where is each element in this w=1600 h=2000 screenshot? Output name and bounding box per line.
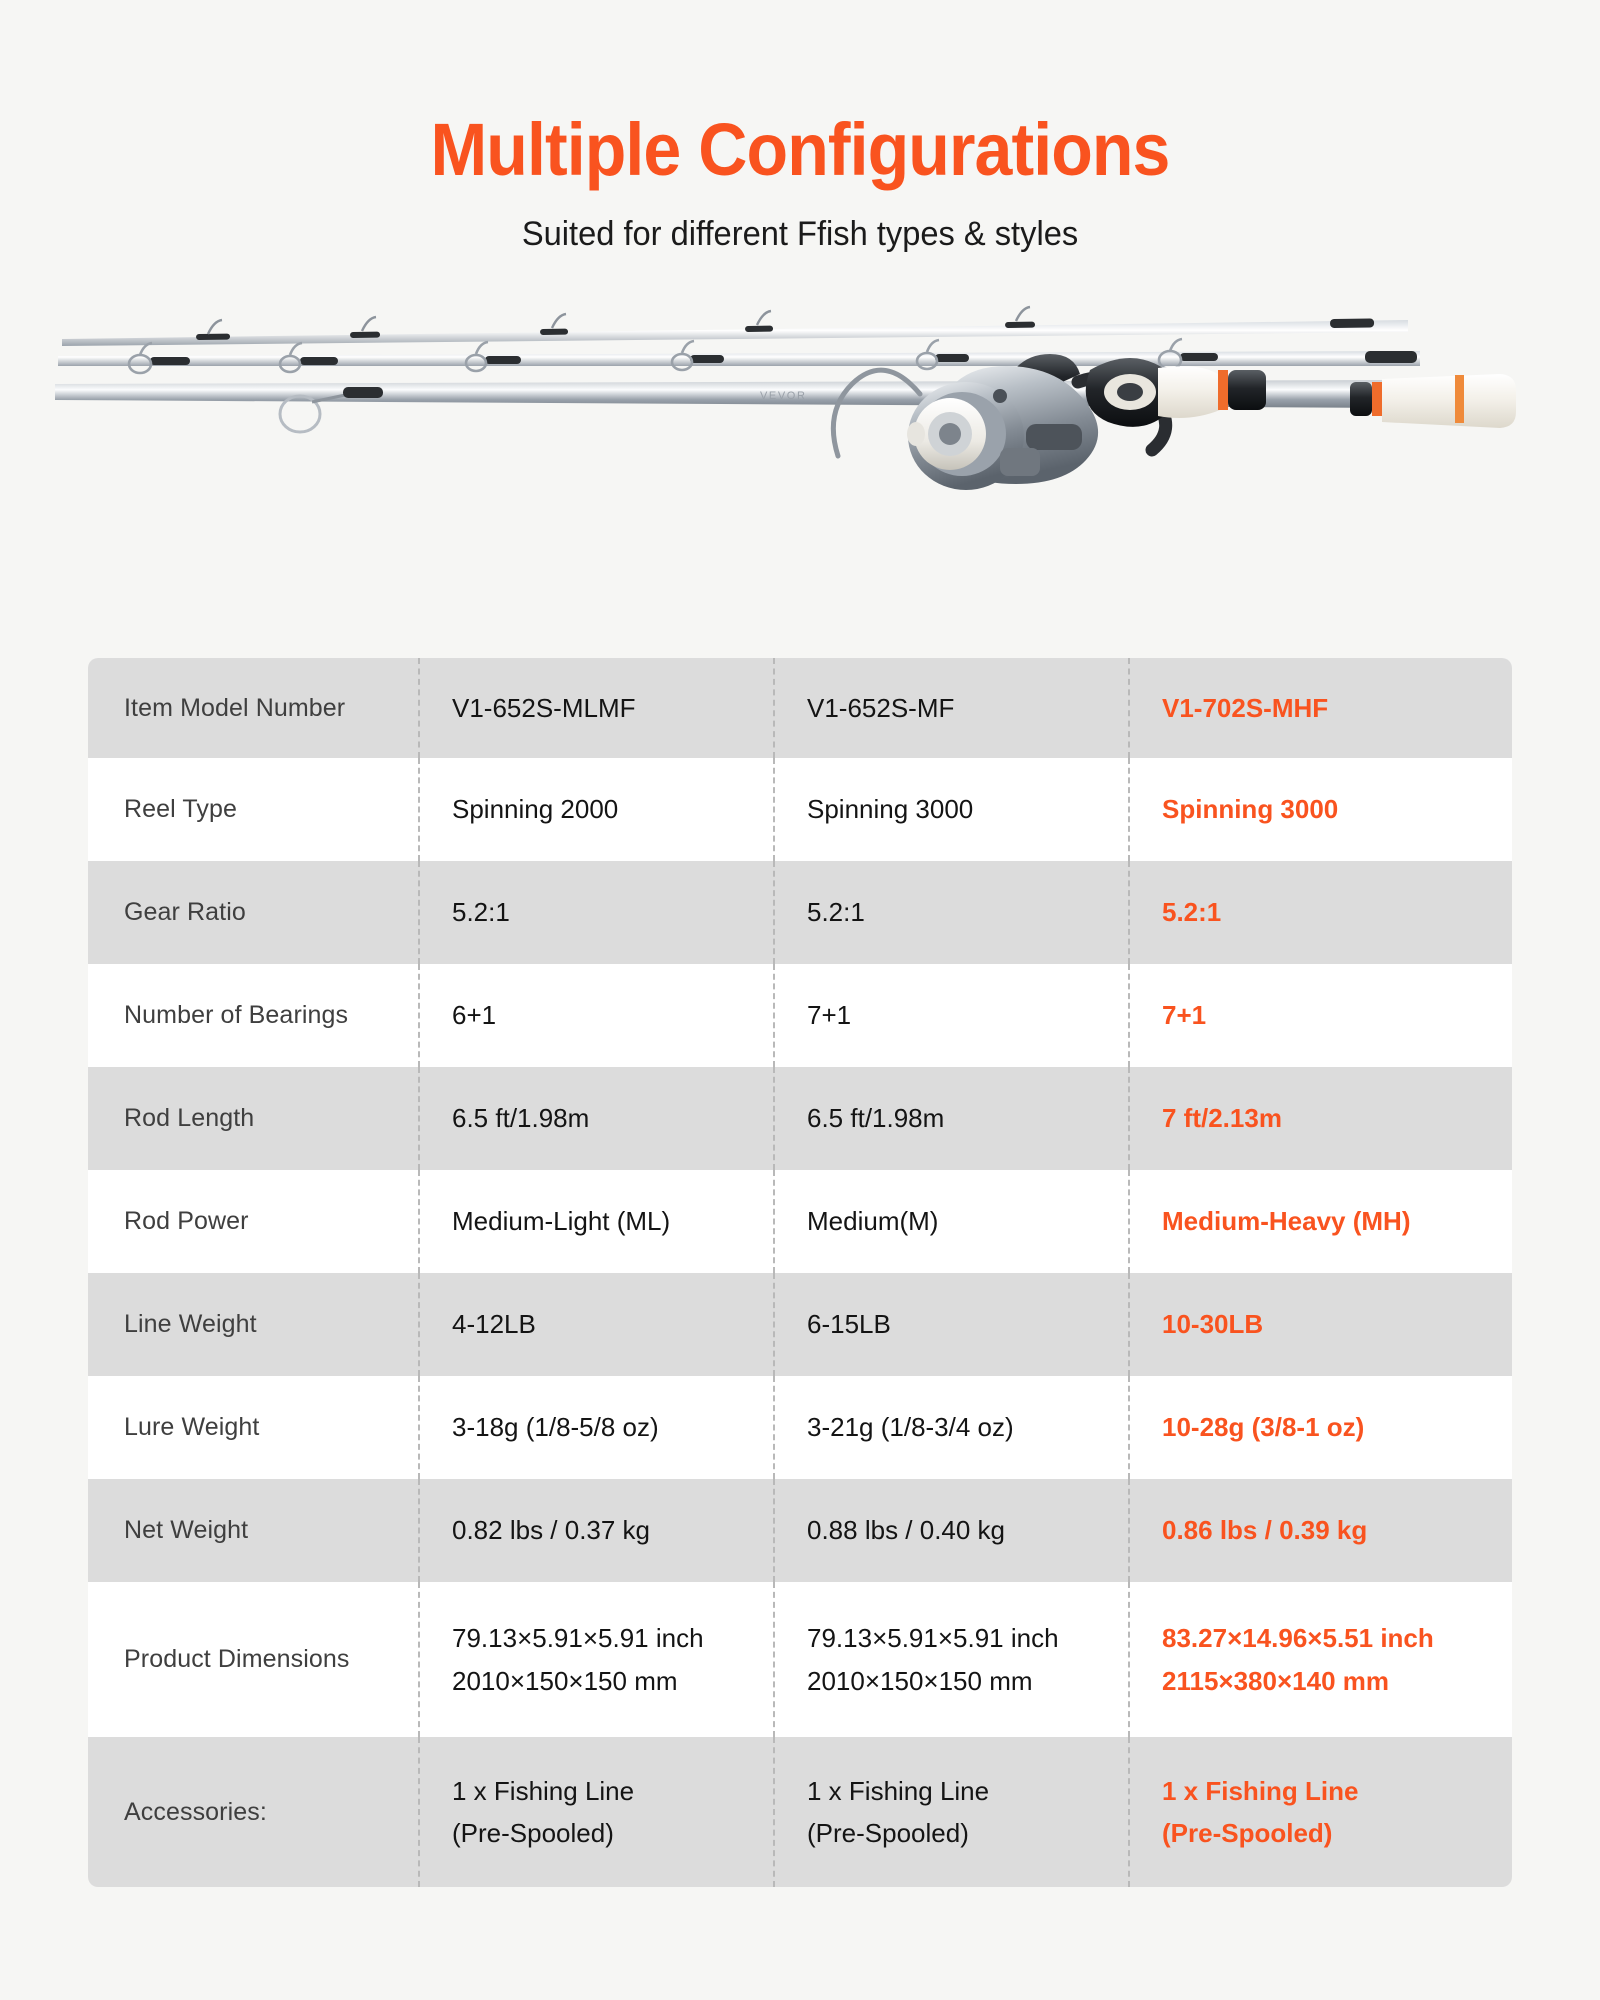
column-divider xyxy=(773,1479,775,1582)
cell-value-c: Medium-Heavy (MH) xyxy=(1162,1206,1411,1236)
row-label: Item Model Number xyxy=(124,693,346,722)
cell-value-b: 0.88 lbs / 0.40 kg xyxy=(807,1515,1006,1545)
row-label: Lure Weight xyxy=(124,1413,260,1441)
column-divider xyxy=(418,1067,420,1170)
cell-value-c: 7+1 xyxy=(1162,1000,1207,1030)
row-label: Reel Type xyxy=(124,795,238,823)
column-divider xyxy=(418,1170,420,1273)
table-row xyxy=(88,1582,1512,1737)
cell-value-c: Spinning 3000 xyxy=(1162,794,1339,824)
cell-value-line2: (Pre-Spooled) xyxy=(452,1818,614,1848)
cell-value-b: 3-21g (1/8-3/4 oz) xyxy=(807,1412,1014,1442)
row-label: Product Dimensions xyxy=(124,1645,350,1673)
column-divider xyxy=(418,1376,420,1479)
cell-value-line2: 2115×380×140 mm xyxy=(1162,1665,1389,1696)
table-row xyxy=(88,1737,1512,1887)
column-divider xyxy=(773,1376,775,1479)
table-row xyxy=(88,1376,1512,1479)
column-divider xyxy=(418,964,420,1067)
cell-value-line1: 79.13×5.91×5.91 inch xyxy=(807,1623,1059,1654)
column-divider xyxy=(1128,1376,1130,1479)
cell-value-a: Medium-Light (ML) xyxy=(452,1206,671,1236)
cell-model-a: V1-652S-MLMF xyxy=(452,692,636,723)
cell-value-a: 4-12LB xyxy=(452,1309,536,1339)
column-divider xyxy=(418,861,420,964)
cell-value-line2: (Pre-Spooled) xyxy=(1162,1818,1333,1848)
cell-value-c: 7 ft/2.13m xyxy=(1162,1103,1282,1133)
cell-value-a: 5.2:1 xyxy=(452,897,510,927)
row-label: Accessories: xyxy=(124,1797,267,1826)
column-divider xyxy=(1128,758,1130,861)
page-title: Multiple Configurations xyxy=(430,108,1170,191)
column-divider xyxy=(1128,1737,1130,1887)
cell-value-line2: 2010×150×150 mm xyxy=(807,1665,1033,1696)
cell-value-a: 0.82 lbs / 0.37 kg xyxy=(452,1515,651,1545)
cell-value-c: 10-30LB xyxy=(1162,1309,1264,1339)
table-row xyxy=(88,758,1512,861)
column-divider xyxy=(773,1170,775,1273)
cell-value-line1: 1 x Fishing Line xyxy=(452,1775,635,1806)
column-divider xyxy=(1128,658,1130,758)
cell-value-a: 6.5 ft/1.98m xyxy=(452,1103,590,1133)
table-row xyxy=(88,1273,1512,1376)
column-divider xyxy=(418,1737,420,1887)
cell-value-b: 7+1 xyxy=(807,1000,852,1030)
column-divider xyxy=(1128,1582,1130,1737)
cell-value-b: 6.5 ft/1.98m xyxy=(807,1103,945,1133)
column-divider xyxy=(1128,1067,1130,1170)
column-divider xyxy=(1128,964,1130,1067)
column-divider xyxy=(418,1479,420,1582)
cell-value-a: 3-18g (1/8-5/8 oz) xyxy=(452,1412,659,1442)
cell-value-b: Spinning 3000 xyxy=(807,794,974,824)
table-row xyxy=(88,1170,1512,1273)
row-label: Rod Power xyxy=(124,1207,249,1235)
table-row xyxy=(88,964,1512,1067)
fishing-rod-illustration xyxy=(0,284,1600,534)
column-divider xyxy=(773,1737,775,1887)
table-row xyxy=(88,861,1512,964)
column-divider xyxy=(418,658,420,758)
row-label: Rod Length xyxy=(124,1104,255,1132)
table-row xyxy=(88,658,1512,758)
column-divider xyxy=(773,964,775,1067)
column-divider xyxy=(773,658,775,758)
cell-value-b xyxy=(773,1737,1128,1887)
cell-value-a xyxy=(418,1582,773,1737)
cell-model-c: V1-702S-MHF xyxy=(1162,692,1329,723)
column-divider xyxy=(773,861,775,964)
page-subtitle: Suited for different Ffish types & styles xyxy=(521,214,1079,253)
column-divider xyxy=(418,758,420,861)
column-divider xyxy=(773,758,775,861)
cell-model-b: V1-652S-MF xyxy=(807,692,955,723)
column-divider xyxy=(1128,861,1130,964)
cell-value-c xyxy=(1128,1582,1512,1737)
row-label: Line Weight xyxy=(124,1310,257,1338)
cell-value-c: 5.2:1 xyxy=(1162,897,1222,927)
row-label: Gear Ratio xyxy=(124,898,246,926)
column-divider xyxy=(1128,1170,1130,1273)
cell-value-b: 6-15LB xyxy=(807,1309,891,1339)
brand-print: VEVOR xyxy=(760,389,807,402)
product-hero-image xyxy=(0,284,1600,534)
column-divider xyxy=(773,1273,775,1376)
column-divider xyxy=(1128,1273,1130,1376)
cell-value-line1: 79.13×5.91×5.91 inch xyxy=(452,1623,704,1654)
cell-value-a: Spinning 2000 xyxy=(452,794,619,824)
table-row xyxy=(88,1067,1512,1170)
column-divider xyxy=(418,1582,420,1737)
cell-value-b: 5.2:1 xyxy=(807,897,865,927)
table-row xyxy=(88,1479,1512,1582)
header xyxy=(0,0,1600,254)
cell-value-c xyxy=(1128,1737,1512,1887)
cell-value-line2: (Pre-Spooled) xyxy=(807,1818,969,1848)
row-label: Net Weight xyxy=(124,1516,249,1544)
specification-table xyxy=(88,658,1512,1887)
column-divider xyxy=(773,1067,775,1170)
cell-value-line1: 83.27×14.96×5.51 inch xyxy=(1162,1623,1434,1654)
cell-value-line1: 1 x Fishing Line xyxy=(807,1775,990,1806)
column-divider xyxy=(773,1582,775,1737)
cell-value-a: 6+1 xyxy=(452,1000,497,1030)
column-divider xyxy=(418,1273,420,1376)
cell-value-c: 10-28g (3/8-1 oz) xyxy=(1162,1412,1365,1442)
row-label: Number of Bearings xyxy=(124,1001,349,1029)
cell-value-line2: 2010×150×150 mm xyxy=(452,1665,678,1696)
cell-value-c: 0.86 lbs / 0.39 kg xyxy=(1162,1515,1368,1545)
column-divider xyxy=(1128,1479,1130,1582)
cell-value-b: Medium(M) xyxy=(807,1206,939,1236)
cell-value-a xyxy=(418,1737,773,1887)
cell-value-b xyxy=(773,1582,1128,1737)
cell-value-line1: 1 x Fishing Line xyxy=(1162,1775,1359,1806)
